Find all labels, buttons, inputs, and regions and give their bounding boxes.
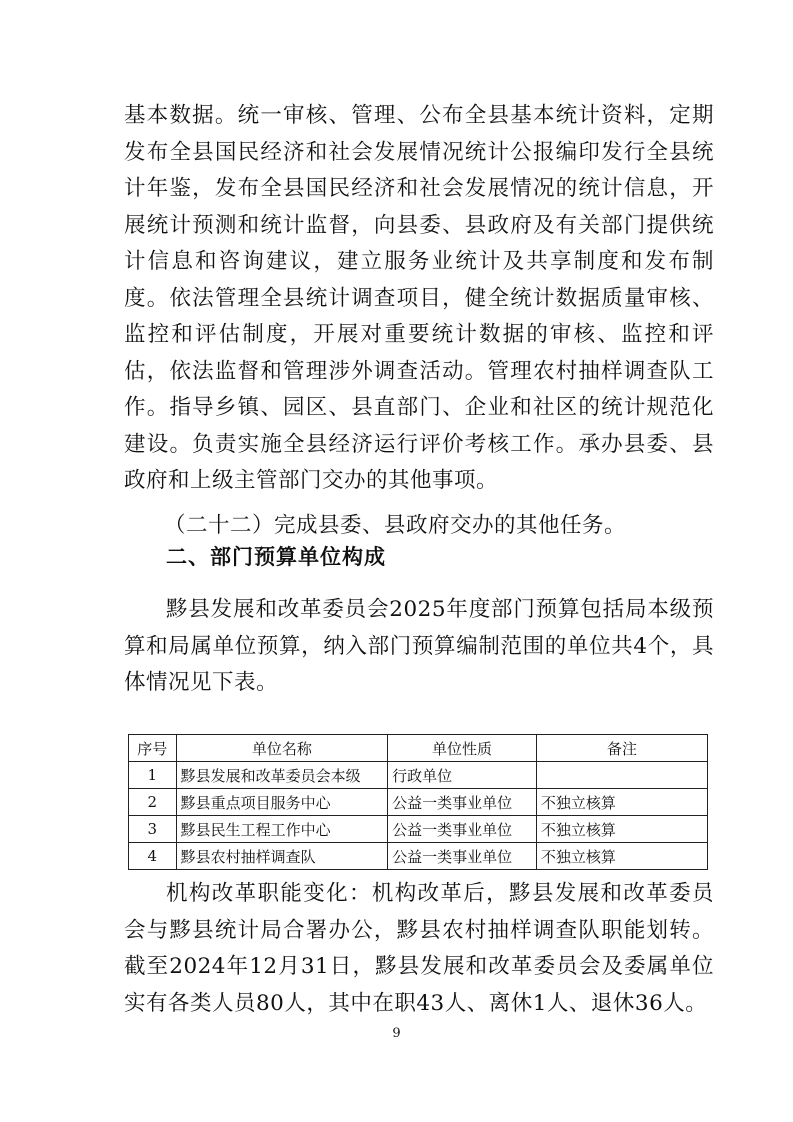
header-no: 序号 [129, 735, 177, 762]
table-row [129, 816, 708, 843]
paragraph-duties: 基本数据。统一审核、管理、公布全县基本统计资料，定期发布全县国民经济和社会发展情况统计公报编印发行全县统计年鉴，发布全县国民经济和社会发展情况的统计信息，开展统计预测和统计监督，向县委、县政府及有关部门提供统计信息和咨询建议，建立服务业统计及共享制度和发布制度。依法管理全县统计调查项目，健全统计数据质量审核、监控和评估制度，开展对重要统计数据的审核、监控和评估，依法监督和管理涉外调查活动。管理农村抽样调查队工作。指导乡镇、园区、县直部门、企业和社区的统计规范化建设。负责实施全县经济运行评价考核工作。承办县委、县政府和上级主管部门交办的其他事项。 [124, 103, 714, 493]
paragraph-budget-units: 黟县发展和改革委员会2025年度部门预算包括局本级预算和局属单位预算，纳入部门预算编制范围的单位共4个，具体情况见下表。 [124, 597, 714, 695]
cell-name: 黟县发展和改革委员会本级 [176, 762, 388, 789]
cell-nature: 公益一类事业单位 [388, 789, 537, 816]
cell-note: 不独立核算 [536, 816, 707, 843]
budget-units-table [128, 734, 708, 870]
cell-no: 3 [129, 816, 177, 843]
cell-nature: 行政单位 [388, 762, 537, 789]
header-name: 单位名称 [176, 735, 388, 762]
cell-no: 4 [129, 843, 177, 870]
cell-nature: 公益一类事业单位 [388, 843, 537, 870]
table-row [129, 762, 708, 789]
section-heading: 二、部门预算单位构成 [166, 545, 386, 569]
table-row [129, 789, 708, 816]
cell-no: 1 [129, 762, 177, 789]
cell-note [536, 762, 707, 789]
cell-note: 不独立核算 [536, 789, 707, 816]
cell-note: 不独立核算 [536, 843, 707, 870]
cell-no: 2 [129, 789, 177, 816]
paragraph-item-22: （二十二）完成县委、县政府交办的其他任务。 [164, 513, 627, 538]
header-note: 备注 [536, 735, 707, 762]
page-number: 9 [392, 1026, 401, 1041]
table-row [129, 843, 708, 870]
cell-nature: 公益一类事业单位 [388, 816, 537, 843]
paragraph-reform: 机构改革职能变化：机构改革后，黟县发展和改革委员会与黟县统计局合署办公，黟县农村抽样调查队职能划转。截至2024年12月31日，黟县发展和改革委员会及委属单位实有各类人员80人，其中在职43人、离休1人、退休36人。 [124, 881, 714, 1016]
cell-name: 黟县重点项目服务中心 [176, 789, 388, 816]
table-header-row [129, 735, 708, 762]
header-nature: 单位性质 [388, 735, 537, 762]
cell-name: 黟县民生工程工作中心 [176, 816, 388, 843]
cell-name: 黟县农村抽样调查队 [176, 843, 388, 870]
